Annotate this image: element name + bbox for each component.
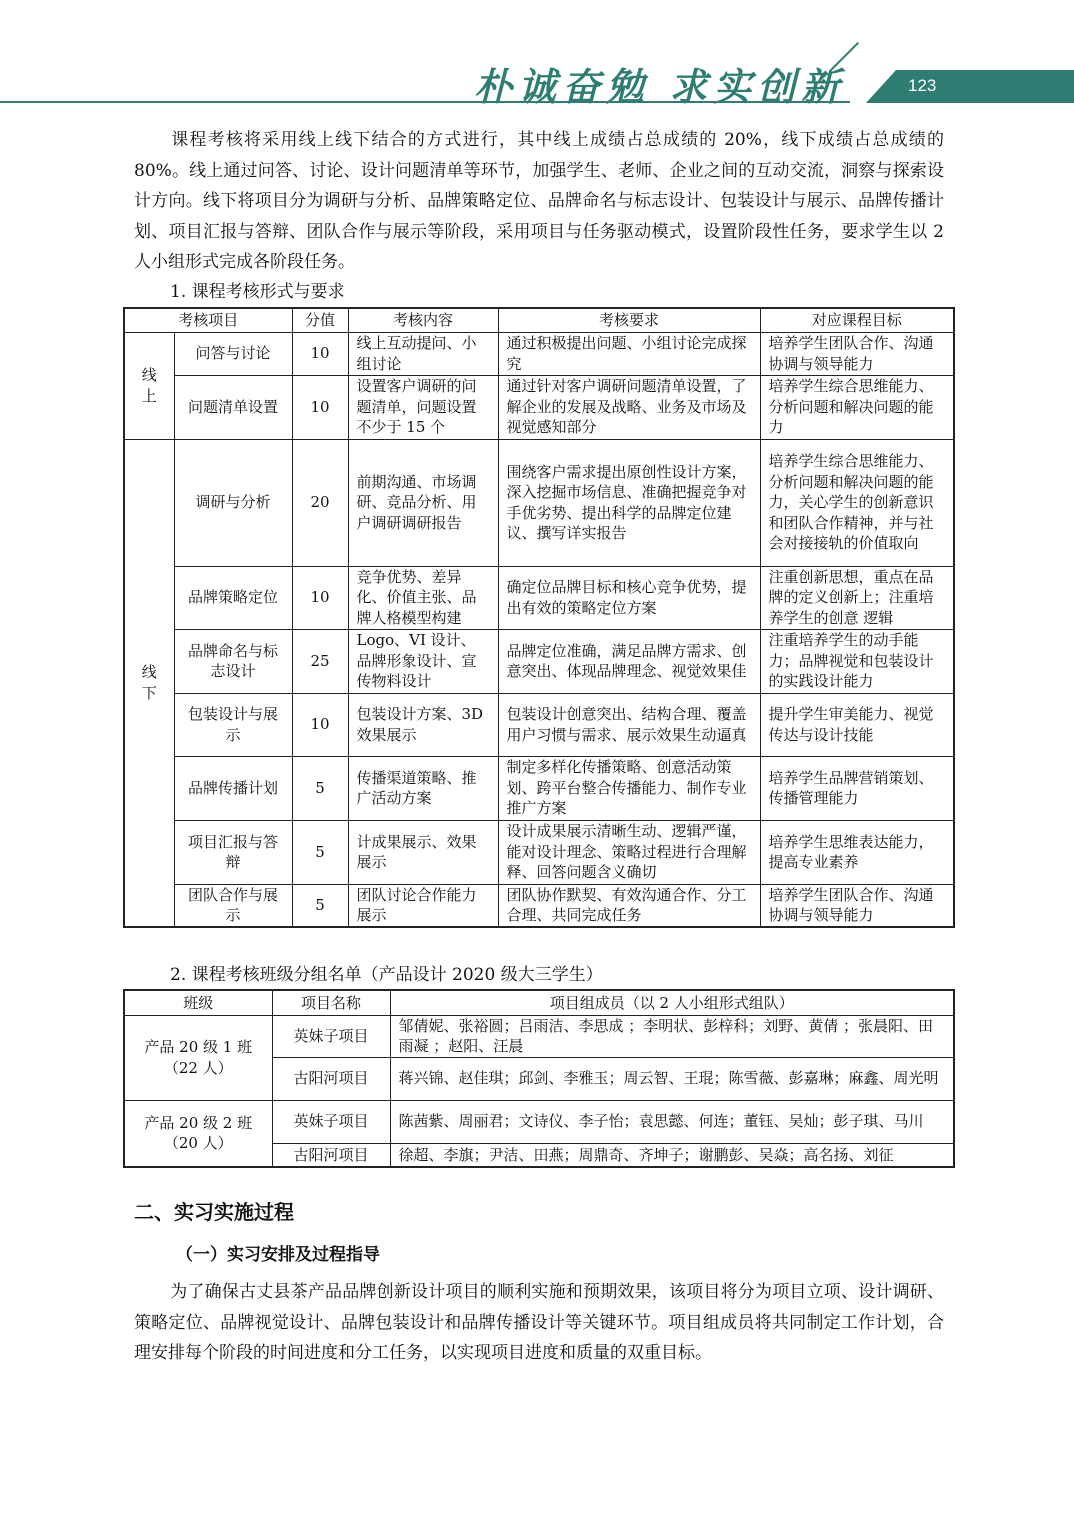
score-cell: 25 [292,629,348,693]
score-cell: 5 [292,756,348,820]
requirement-cell: 通过积极提出问题、小组讨论完成探究 [498,332,760,375]
content-cell: 包装设计方案、3D 效果展示 [348,693,498,756]
project-cell: 英妹子项目 [272,1015,390,1057]
score-cell: 5 [292,820,348,884]
closing-text: 为了确保古丈县茶产品品牌创新设计项目的顺利实施和预期效果，该项目将分为项目立项、设计调研、策略定位、品牌视觉设计、品牌包装设计和品牌传播设计等关键环节。项目组成员将共同制定工作计划，合理安排每个阶段的时间进度和分工任务，以实现项目进度和质量的双重目标。 [134,1282,944,1363]
project-cell: 古阳河项目 [272,1143,390,1167]
table-header-row [124,990,954,1015]
requirement-cell: 围绕客户需求提出原创性设计方案，深入挖掘市场信息、准确把握竞争对手优劣势、提出科学的品牌定位建议、撰写详实报告 [498,439,760,566]
chapter-title: 二、实习实施过程 [134,1200,294,1224]
content-cell: 前期沟通、市场调研、竞品分析、用户调研调研报告 [348,439,498,566]
table-row [124,566,954,629]
item-cell: 包装设计与展示 [174,693,292,756]
content-cell: Logo、VI 设计、品牌形象设计、宣传物料设计 [348,629,498,693]
table-row [124,629,954,693]
requirement-cell: 包装设计创意突出、结构合理、覆盖用户习惯与需求、展示效果生动逼真 [498,693,760,756]
header-cell: 分值 [292,308,348,332]
score-cell: 10 [292,566,348,629]
section1-title: 1. 课程考核形式与要求 [170,282,345,302]
item-cell: 品牌命名与标志设计 [174,629,292,693]
item-cell: 项目汇报与答辩 [174,820,292,884]
requirement-cell: 品牌定位准确，满足品牌方需求、创意突出、体现品牌理念、视觉效果佳 [498,629,760,693]
closing-paragraph [134,1277,944,1369]
goal-cell: 培养学生综合思维能力、分析问题和解决问题的能力，关心学生的创新意识和团队合作精神，并与社会对接接轨的价值取向 [760,439,954,566]
header-motto: 朴诚奋勉 求实创新 [474,64,846,109]
page-number: 123 [908,76,937,95]
class-cell: 产品 20 级 2 班（20 人） [124,1100,272,1167]
members-cell: 陈茜紫、周丽君；文诗仪、李子怡；袁思懿、何连；董钰、吴灿；彭子琪、马川 [390,1100,954,1143]
item-cell: 品牌传播计划 [174,756,292,820]
score-cell: 5 [292,884,348,927]
table-row [124,375,954,439]
header-cell: 项目组成员（以 2 人小组形式组队） [390,990,954,1015]
content-cell: 竞争优势、差异化、价值主张、品牌人格模型构建 [348,566,498,629]
members-cell: 徐超、李旗；尹洁、田燕；周鼎奇、齐坤子；谢鹏彭、吴焱；高名扬、刘征 [390,1143,954,1167]
class-cell: 产品 20 级 1 班（22 人） [124,1015,272,1100]
project-cell: 古阳河项目 [272,1057,390,1100]
item-cell: 调研与分析 [174,439,292,566]
goal-cell: 注重培养学生的动手能力；品牌视觉和包装设计的实践设计能力 [760,629,954,693]
table-row [124,693,954,756]
score-cell: 10 [292,332,348,375]
item-cell: 问答与讨论 [174,332,292,375]
assessment-table [123,307,955,928]
table-row [124,884,954,927]
group-label-char: 线 [141,366,157,384]
goal-cell: 注重创新思想，重点在品牌的定义创新上；注重培养学生的创意 逻辑 [760,566,954,629]
group-label-char: 下 [141,683,157,702]
header-cell: 对应课程目标 [760,308,954,332]
requirement-cell: 制定多样化传播策略、创意活动策划、跨平台整合传播能力、制作专业推广方案 [498,756,760,820]
goal-cell: 培养学生团队合作、沟通协调与领导能力 [760,884,954,927]
table-row [124,820,954,884]
group-label-char: 线 [141,663,157,682]
members-cell: 邹倩妮、张裕圆；吕雨洁、李思成 ；李明状、彭梓科；刘野、黄倩 ；张晨阳、田雨凝 ；赵阳、汪晨 [390,1015,954,1057]
page-header [0,0,1074,110]
goal-cell: 培养学生品牌营销策划、传播管理能力 [760,756,954,820]
members-cell: 蒋兴锦、赵佳琪；邱剑、李雅玉；周云智、王琨；陈雪薇、彭嘉琳；麻鑫、周光明 [390,1057,954,1100]
content-cell: 线上互动提问、小组讨论 [348,332,498,375]
table-row [124,756,954,820]
intro-paragraph [134,125,944,278]
header-cell: 考核要求 [498,308,760,332]
content-cell: 传播渠道策略、推广活动方案 [348,756,498,820]
table-header-row [124,308,954,332]
goal-cell: 培养学生团队合作、沟通协调与领导能力 [760,332,954,375]
requirement-cell: 团队协作默契、有效沟通合作、分工合理、共同完成任务 [498,884,760,927]
table-row [124,1100,954,1143]
content-cell: 计成果展示、效果展示 [348,820,498,884]
section2-title: 2. 课程考核班级分组名单（产品设计 2020 级大三学生） [170,965,603,985]
content-cell: 设置客户调研的问题清单，问题设置不少于 15 个 [348,375,498,439]
goal-cell: 提升学生审美能力、视觉传达与设计技能 [760,693,954,756]
group-label [124,332,174,439]
subsection-title: （一）实习安排及过程指导 [176,1245,380,1265]
table-row [124,332,954,375]
page-number-tab [866,70,1074,103]
item-cell: 品牌策略定位 [174,566,292,629]
header-cell: 考核项目 [124,308,292,332]
project-cell: 英妹子项目 [272,1100,390,1143]
item-cell: 团队合作与展示 [174,884,292,927]
score-cell: 10 [292,375,348,439]
group-table [123,989,955,1168]
requirement-cell: 通过针对客户调研问题清单设置，了解企业的发展及战略、业务及市场及视觉感知部分 [498,375,760,439]
header-cell: 考核内容 [348,308,498,332]
requirement-cell: 确定位品牌目标和核心竞争优势，提出有效的策略定位方案 [498,566,760,629]
table-row [124,1015,954,1057]
goal-cell: 培养学生思维表达能力，提高专业素养 [760,820,954,884]
content-cell: 团队讨论合作能力展示 [348,884,498,927]
item-cell: 问题清单设置 [174,375,292,439]
header-cell: 班级 [124,990,272,1015]
header-cell: 项目名称 [272,990,390,1015]
score-cell: 20 [292,439,348,566]
intro-text: 课程考核将采用线上线下结合的方式进行，其中线上成绩占总成绩的 20%，线下成绩占总成绩的 80%。线上通过问答、讨论、设计问题清单等环节，加强学生、老师、企业之间的互动交流，洞察与探索设计方向。线下将项目分为调研与分析、品牌策略定位、品牌命名与标志设计、包装设计与展示、品牌传播计划、项目汇报与答辩、团队合作与展示等阶段，采用项目与任务驱动模式，设置阶段性任务，要求学生以 2 人小组形式完成各阶段任务。 [134,130,944,272]
group-label [124,439,174,927]
group-label-char: 上 [141,386,157,405]
score-cell: 10 [292,693,348,756]
table-row [124,439,954,566]
goal-cell: 培养学生综合思维能力、分析问题和解决问题的能力 [760,375,954,439]
requirement-cell: 设计成果展示清晰生动、逻辑严谨，能对设计理念、策略过程进行合理解释、回答问题含义确切 [498,820,760,884]
